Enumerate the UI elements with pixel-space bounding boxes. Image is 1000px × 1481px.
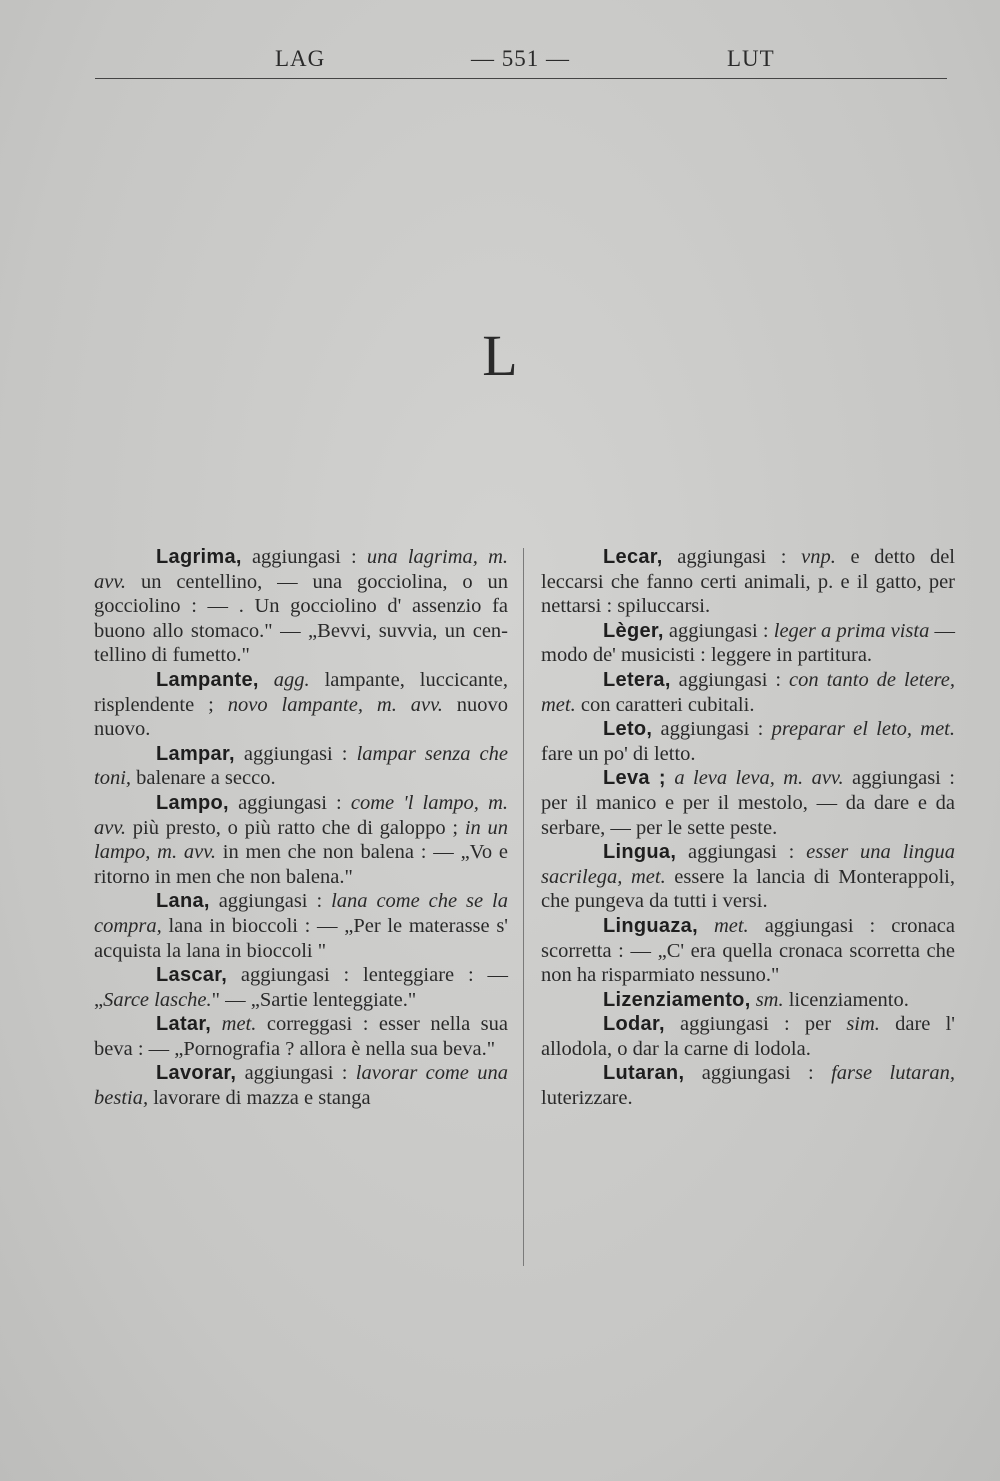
entry-text: lana in bioccoli : — „Per le materasse s' acquista la lana in bioccoli " — [94, 914, 508, 962]
dictionary-entry — [541, 545, 955, 619]
entry-text: — modo de' musicisti : leggere in partitura. — [541, 619, 955, 667]
dictionary-entry — [541, 988, 955, 1013]
entry-headword: Lecar, — [603, 546, 663, 568]
header-right-word: LUT — [727, 46, 775, 71]
dictionary-entry — [94, 742, 508, 791]
entry-text: in men che non balena : — „Vo e ritorno in men che non balena." — [94, 841, 508, 888]
entry-italic-text: a leva leva, m. avv. — [665, 767, 844, 790]
entry-text: aggiungasi : lenteggiare : — „ — [94, 964, 508, 1011]
dictionary-entry — [94, 1012, 508, 1061]
entry-text: aggiungasi : per — [664, 1013, 847, 1036]
entry-italic-text: sim. — [846, 1013, 880, 1036]
left-column — [94, 545, 508, 1111]
entry-italic-text: lana come che se la compra, — [94, 890, 508, 937]
dictionary-entry — [541, 1012, 955, 1061]
entry-text: lavorare di mazza e stanga — [148, 1087, 371, 1110]
entry-italic-text: Sarce lasche. — [103, 988, 212, 1011]
entry-headword: Leto, — [603, 718, 653, 741]
dictionary-entry — [541, 914, 955, 988]
entry-text: luterizzare. — [541, 1087, 633, 1110]
entry-text: e detto del leccarsi che fanno certi animali, p. e il gatto, per nettarsi : spiluccarsi. — [541, 546, 956, 618]
entry-headword: Lana, — [156, 890, 210, 913]
running-head — [95, 46, 945, 78]
entry-italic-text: una lagrima, m. avv. — [94, 546, 508, 593]
entry-italic-text: esser una lingua sacrilega, met. — [541, 841, 955, 888]
entry-italic-text: preparar el leto, met. — [771, 718, 956, 741]
right-column — [541, 545, 955, 1111]
dictionary-entry — [541, 1061, 955, 1110]
entry-text: nuovo nuovo. — [94, 693, 509, 741]
entry-text: fare un po' di letto. — [541, 742, 696, 765]
entry-italic-text: met. — [697, 914, 749, 937]
entry-text: aggiungasi : — [209, 890, 332, 913]
entry-text: un centellino, — una gocciolina, o un gocciolino : — . Un gocciolino d' assenzio fa buono allo stomaco." — „Bevvi, suvvia, un centellino di fumetto." — [94, 570, 508, 667]
entry-text: aggiungasi : — [676, 841, 807, 864]
entry-italic-text: sm. — [750, 988, 784, 1011]
entry-text: aggiungasi : — [228, 791, 351, 814]
entry-italic-text: lavorar come una bestia, — [94, 1062, 508, 1110]
entry-headword: Lingua, — [603, 841, 677, 864]
entry-italic-text: con tanto de letere, met. — [541, 668, 956, 716]
column-divider — [523, 548, 524, 1266]
entry-text: aggiungasi : per il manico e per il mestolo, — da dare e da serbare, — per le sette peste. — [541, 767, 955, 839]
entry-text: più presto, o più ratto che di galoppo ; — [126, 816, 465, 839]
entry-headword: Latar, — [156, 1013, 212, 1036]
entry-headword: Lampante, — [156, 668, 259, 691]
entry-text: " — „Sartie lenteggiate." — [211, 988, 417, 1011]
header-rule — [95, 78, 947, 79]
entry-italic-text: farse lutaran, — [831, 1062, 955, 1085]
entry-headword: Lizenziamento, — [603, 988, 751, 1011]
entry-italic-text: in un lampo, m. avv. — [94, 816, 508, 864]
entry-text: aggiungasi : — [662, 546, 802, 568]
dictionary-entry — [94, 668, 508, 742]
entry-italic-text: agg. — [258, 668, 310, 691]
dictionary-entry — [541, 840, 955, 914]
entry-text: aggiungasi : — [241, 546, 367, 568]
header-left-word: LAG — [275, 46, 326, 71]
dictionary-entry — [94, 791, 508, 889]
entry-headword: Lampar, — [156, 742, 235, 765]
entry-italic-text: novo lampante, m. avv. — [227, 693, 443, 716]
entry-headword: Lampo, — [156, 791, 229, 814]
entry-italic-text: vnp. — [801, 546, 836, 568]
entry-text: aggiungasi : — [670, 668, 790, 691]
entry-text: con caratteri cubitali. — [575, 693, 755, 716]
entry-headword: Lascar, — [156, 964, 228, 987]
entry-text: dare l' allodola, o dar la carne di lodola. — [541, 1013, 955, 1060]
section-letter: L — [482, 323, 518, 388]
entry-text: aggiungasi : — [234, 742, 357, 765]
entry-italic-text: met. — [211, 1013, 257, 1036]
dictionary-entry — [541, 717, 955, 766]
entry-text: balenare a secco. — [131, 767, 276, 790]
entry-headword: Linguaza, — [603, 914, 698, 937]
entry-text: aggiungasi : — [236, 1062, 356, 1085]
dictionary-entry — [541, 668, 955, 717]
page-number: — 551 — — [471, 46, 570, 71]
entry-text: aggiungasi : — [652, 718, 772, 741]
entry-text: aggiungasi : — [663, 619, 774, 642]
entry-text: essere la lancia di Monterappoli, che pungeva da tutti i versi. — [541, 865, 955, 913]
entry-italic-text: come 'l lampo, m. avv. — [94, 791, 509, 839]
entry-headword: Lutaran, — [603, 1062, 685, 1085]
entry-headword: Lodar, — [603, 1013, 665, 1036]
dictionary-entry — [94, 889, 508, 963]
entry-italic-text: leger a prima vista — [773, 619, 930, 642]
dictionary-entry — [541, 766, 955, 840]
dictionary-entry — [541, 619, 955, 668]
dictionary-entry — [94, 545, 508, 668]
entry-headword: Lèger, — [603, 619, 664, 642]
entry-text: correggasi : esser nella sua beva : — „Pornografia ? allora è nella sua beva." — [94, 1013, 508, 1060]
dictionary-entry — [94, 1061, 508, 1110]
entry-headword: Letera, — [603, 668, 671, 691]
entry-text: aggiungasi : — [684, 1062, 832, 1085]
entry-text: aggiungasi : cronaca scorretta : — „C' era quella cronaca scorretta che non ha risparmiato nessuno." — [541, 914, 955, 987]
entry-text: licenziamento. — [783, 988, 909, 1011]
entry-italic-text: lampar senza che toni, — [94, 742, 508, 790]
entry-headword: Lavorar, — [156, 1062, 237, 1085]
entry-headword: Lagrima, — [156, 546, 242, 568]
dictionary-entry — [94, 963, 508, 1012]
entry-headword: Leva ; — [603, 767, 666, 790]
entry-text: lampante, luccicante, risplendente ; — [94, 668, 509, 716]
